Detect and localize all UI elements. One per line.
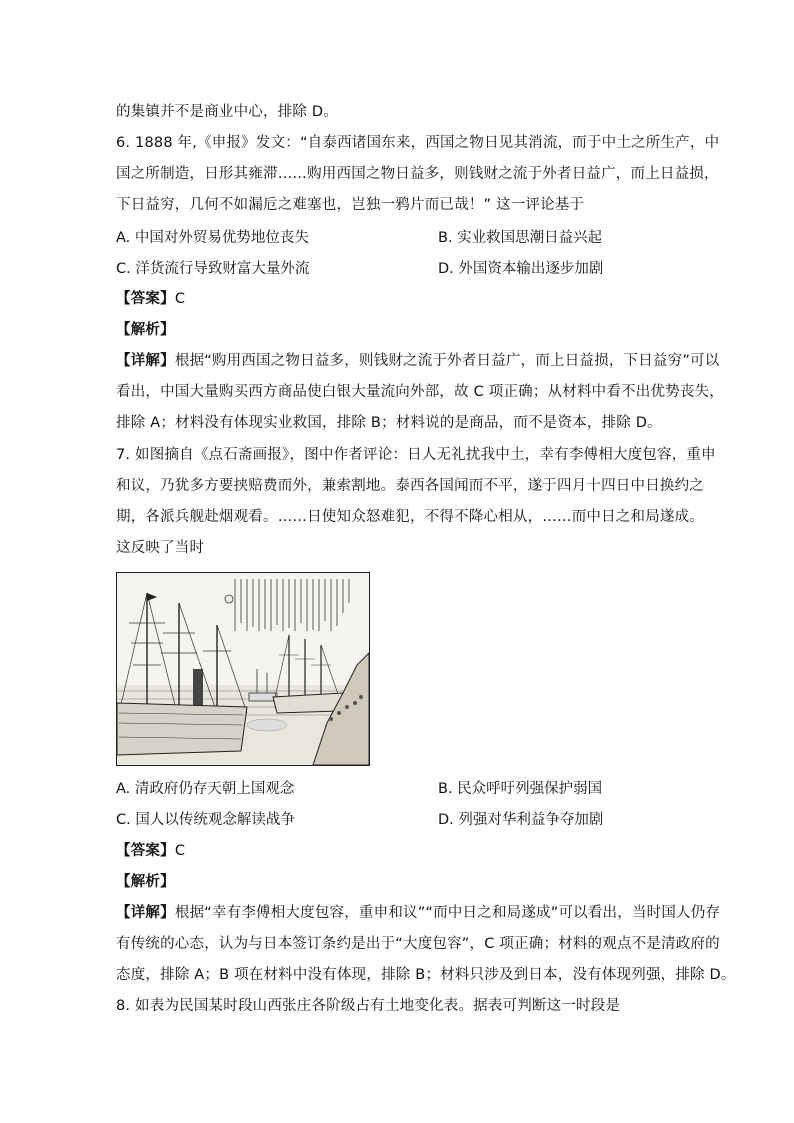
q7-detail-text: 态度，排除 A；B 项在材料中没有体现，排除 B；材料只涉及到日本，没有体现列强，排除 D。 (116, 967, 736, 983)
q6-detail-text: 排除 A；材料没有体现实业救国，排除 B；材料说的是商品，而不是资本，排除 D。 (116, 415, 662, 431)
q7-analysis-label: 【解析】 (116, 874, 175, 890)
q7-option-d: D. 列强对华利益争夺加剧 (438, 812, 604, 828)
q7-detail (116, 903, 720, 923)
question-7-stem: 期，各派兵舰赴烟观看。……日使知众怒难犯，不得不降心相从，……而中日之和局遂成。 (116, 509, 704, 525)
q6-option-a: A. 中国对外贸易优势地位丧失 (116, 230, 309, 246)
q6-option-b: B. 实业救国思潮日益兴起 (438, 230, 603, 246)
detail-text: 根据“购用西国之物日益多，则钱财之流于外者日益广，而上日益损，下日益穷”可以 (174, 353, 720, 369)
q7-option-b: B. 民众呼吁列强保护弱国 (438, 781, 603, 797)
q6-detail-text: 看出，中国大量购买西方商品使白银大量流向外部，故 C 项正确；从材料中看不出优势丧失， (116, 384, 724, 400)
q6-analysis-label: 【解析】 (116, 322, 175, 338)
q6-detail (116, 351, 719, 371)
text-line: 的集镇并不是商业中心，排除 D。 (116, 104, 338, 120)
answer-value: C (174, 291, 186, 307)
answer-value: C (174, 843, 186, 859)
question-6-stem: 国之所制造，日形其雍滞……购用西国之物日益多，则钱财之流于外者日益广，而上日益损， (116, 166, 719, 182)
question-6-stem: 6. 1888 年,《申报》发文：“自泰西诸国东来，西国之物日见其消流，而于中土之所生产，中 (116, 135, 720, 151)
answer-label: 【答案】 (116, 291, 175, 307)
q7-answer (116, 841, 185, 861)
dianshizhai-illustration (116, 572, 370, 766)
question-7-stem: 这反映了当时 (116, 540, 205, 556)
answer-label: 【答案】 (116, 843, 175, 859)
question-7-stem: 7. 如图摘自《点石斋画报》，图中作者评论：日人无礼扰我中土，幸有李傅相大度包容，重申 (116, 447, 716, 463)
q6-option-c: C. 洋货流行导致财富大量外流 (116, 261, 310, 277)
question-8-stem: 8. 如表为民国某时段山西张庄各阶级占有土地变化表。据表可判断这一时段是 (116, 998, 621, 1014)
detail-text: 根据“幸有李傅相大度包容，重申和议”“而中日之和局遂成”可以看出，当时国人仍存 (174, 905, 721, 921)
q7-option-a: A. 清政府仍存天朝上国观念 (116, 781, 295, 797)
q7-detail-text: 有传统的心态，认为与日本签订条约是出于“大度包容”，C 项正确；材料的观点不是清政府的 (116, 936, 720, 952)
question-7-stem: 和议，乃犹多方要挟赔费而外，兼索割地。泰西各国闻而不平，遂于四月十四日中日换约之 (116, 478, 704, 494)
q6-option-d: D. 外国资本输出逐步加剧 (438, 261, 604, 277)
q7-option-c: C. 国人以传统观念解读战争 (116, 812, 295, 828)
question-6-stem: 下日益穷，几何不如漏卮之难塞也，岂独一鸦片而已哉！” 这一评论基于 (116, 197, 585, 213)
detail-label: 【详解】 (116, 353, 175, 369)
detail-label: 【详解】 (116, 905, 175, 921)
q6-answer (116, 289, 185, 309)
